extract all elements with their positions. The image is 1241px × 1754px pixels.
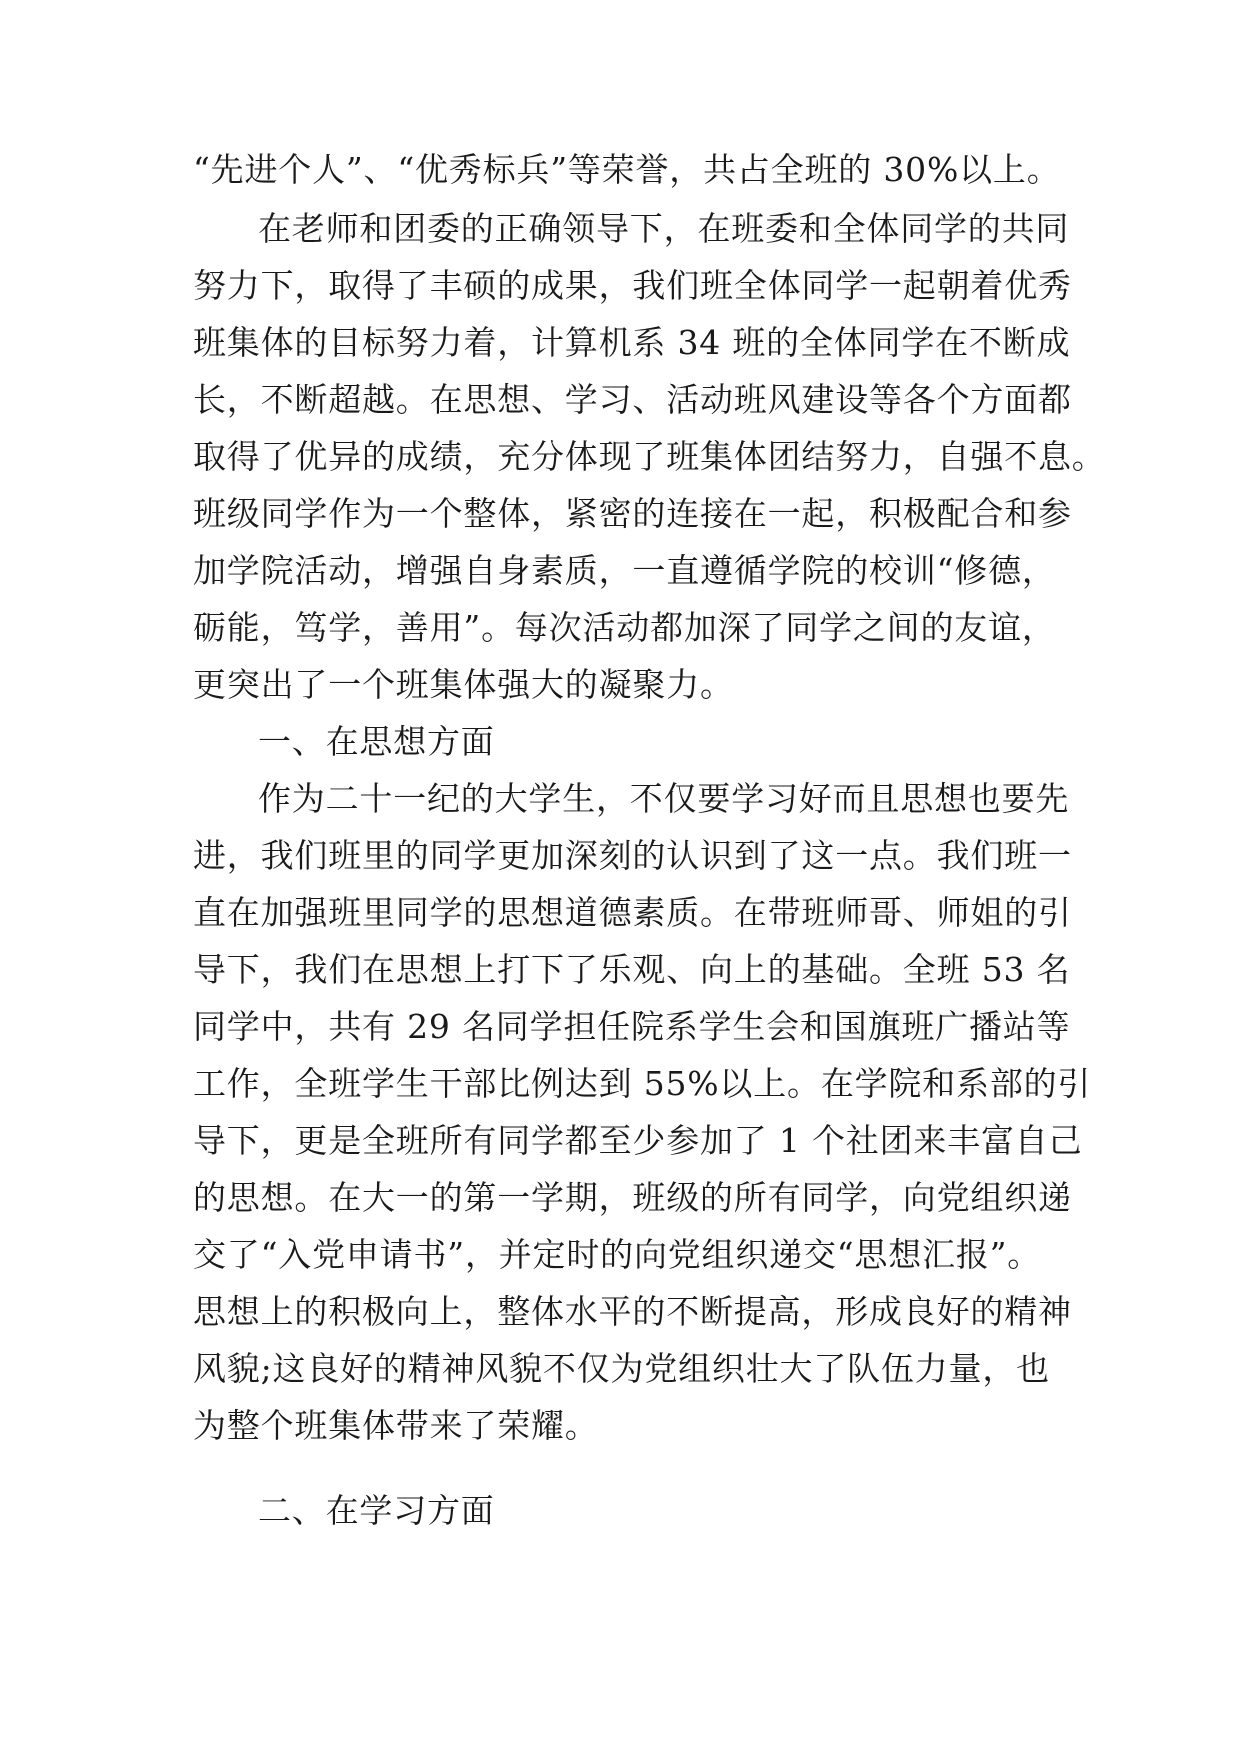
paragraph-line: 思想上的积极向上，整体水平的不断提高，形成良好的精神 [193,1292,1072,1331]
paragraph-line: 的思想。在大一的第一学期，班级的所有同学，向党组织递 [193,1178,1072,1217]
paragraph-line: 长，不断超越。在思想、学习、活动班风建设等各个方面都 [193,380,1072,419]
paragraph-line: 取得了优异的成绩，充分体现了班集体团结努力，自强不息。 [193,437,1106,476]
paragraph-line: 砺能，笃学，善用”。每次活动都加深了同学之间的友谊， [193,608,1056,647]
paragraph-line: 交了“入党申请书”，并定时的向党组织递交“思想汇报”。 [193,1235,1042,1274]
paragraph-line: 导下，更是全班所有同学都至少参加了 1 个社团来丰富自己 [193,1121,1083,1160]
paragraph-line: 作为二十一纪的大学生，不仅要学习好而且思想也要先 [258,779,1070,818]
paragraph-line: 班级同学作为一个整体，紧密的连接在一起，积极配合和参 [193,494,1072,533]
section-heading: 一、在思想方面 [258,722,495,761]
paragraph-line: 在老师和团委的正确领导下，在班委和全体同学的共同 [258,209,1070,248]
paragraph-line: 加学院活动，增强自身素质，一直遵循学院的校训“修德， [193,551,1056,590]
paragraph-line: 更突出了一个班集体强大的凝聚力。 [193,665,734,704]
section-heading: 二、在学习方面 [258,1491,495,1530]
paragraph-line: 风貌;这良好的精神风貌不仅为党组织壮大了队伍力量，也 [193,1349,1050,1388]
paragraph-line: “先进个人”、“优秀标兵”等荣誉，共占全班的 30%以上。 [193,150,1061,189]
paragraph-line: 班集体的目标努力着，计算机系 34 班的全体同学在不断成 [193,323,1071,362]
paragraph-line: 进，我们班里的同学更加深刻的认识到了这一点。我们班一 [193,836,1072,875]
paragraph-line: 导下，我们在思想上打下了乐观、向上的基础。全班 53 名 [193,950,1071,989]
paragraph-line: 同学中，共有 29 名同学担任院系学生会和国旗班广播站等 [193,1007,1071,1046]
paragraph-line: 直在加强班里同学的思想道德素质。在带班师哥、师姐的引 [193,893,1072,932]
paragraph-line: 努力下，取得了丰硕的成果，我们班全体同学一起朝着优秀 [193,266,1072,305]
paragraph-line: 为整个班集体带来了荣耀。 [193,1406,599,1445]
paragraph-line: 工作，全班学生干部比例达到 55%以上。在学院和系部的引 [193,1064,1092,1103]
